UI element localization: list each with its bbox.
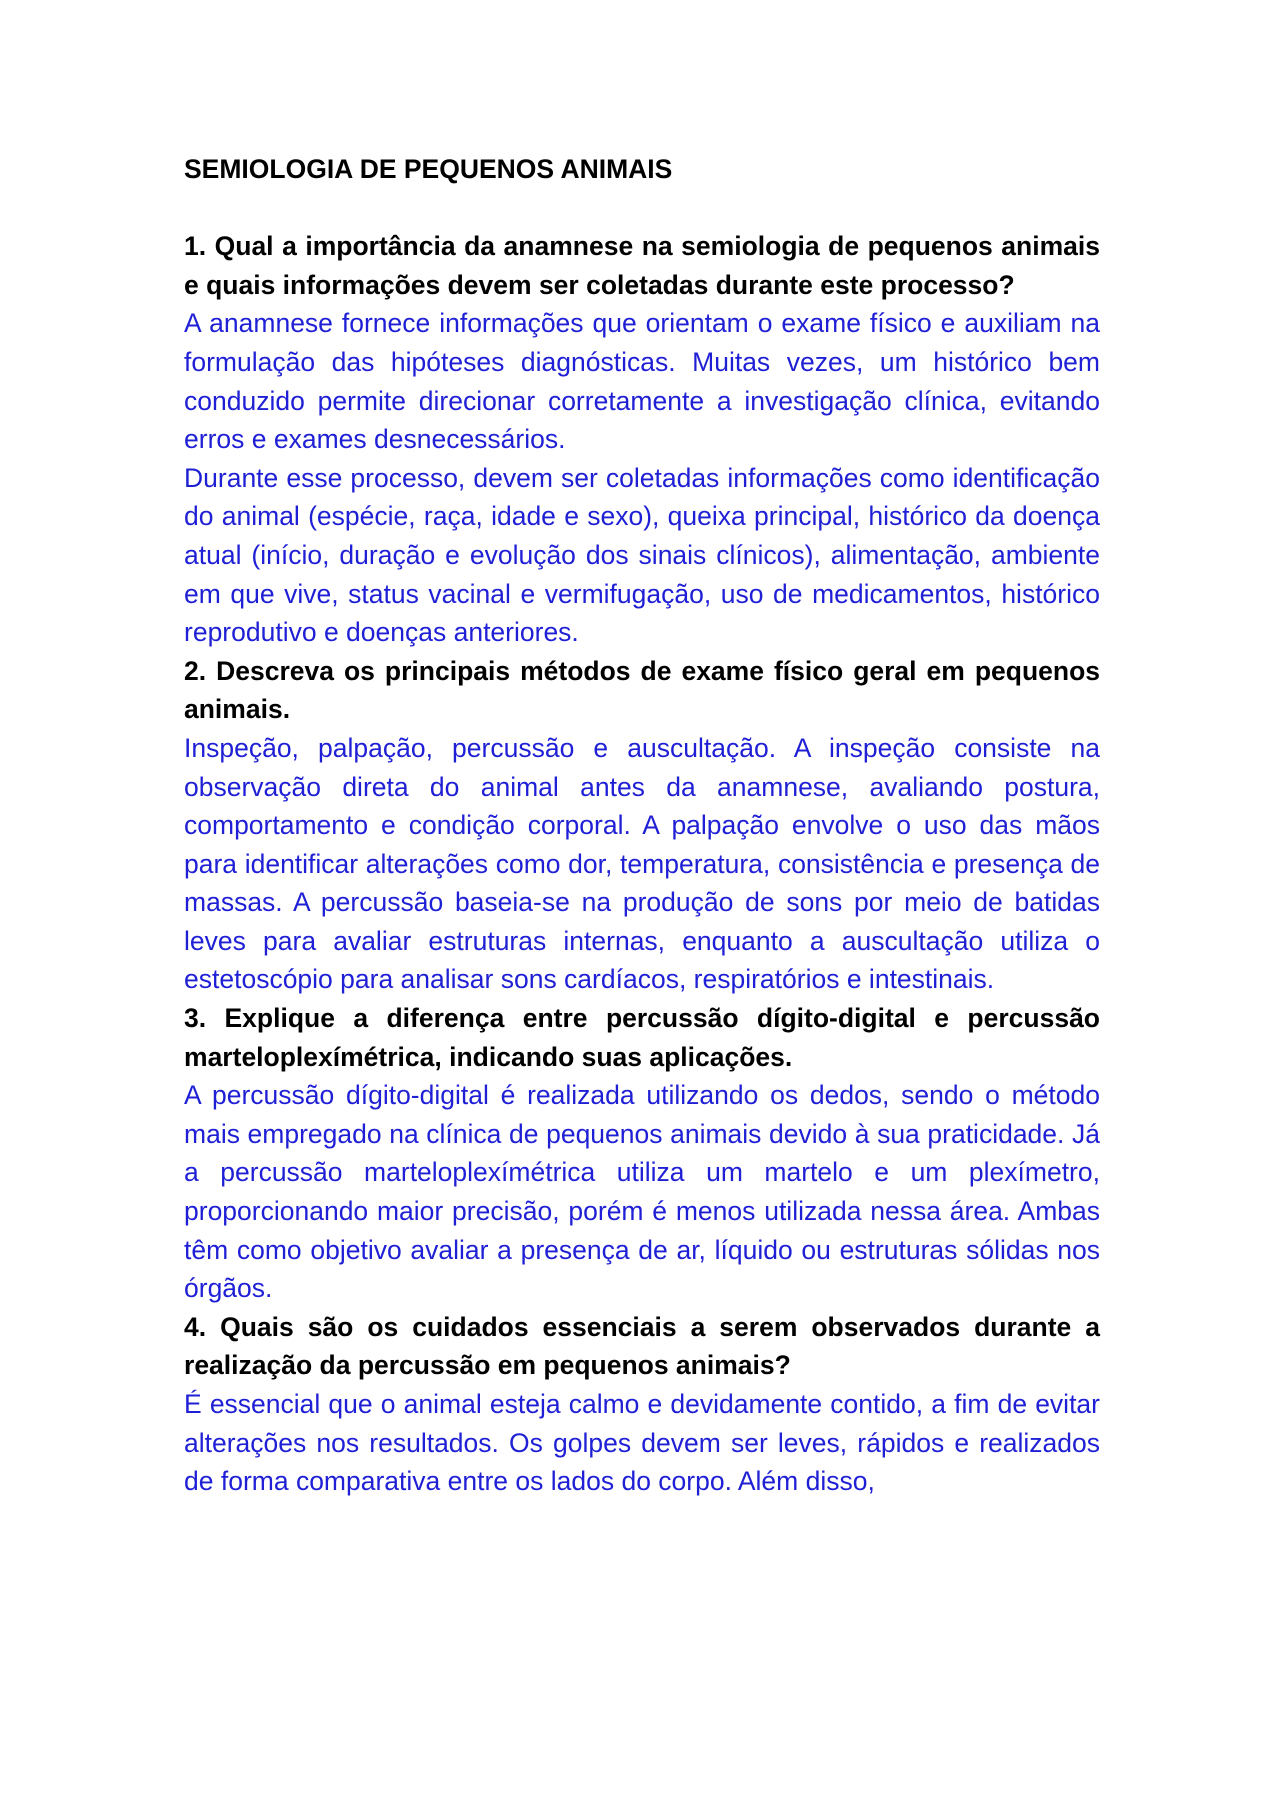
document-title: SEMIOLOGIA DE PEQUENOS ANIMAIS [184, 154, 673, 184]
answer-3-paragraph-1: A percussão dígito-digital é realizada utilizando os dedos, sendo o método mais empregado na clínica de pequenos animais devido à sua praticidade. Já a percussão marteloplexímétrica utiliza um martelo e um plexímetro, proporcionando maior precisão, porém é menos utilizada nessa área. Ambas têm como objetivo avaliar a presença de ar, líquido ou estruturas sólidas nos órgãos. [184, 1080, 1100, 1304]
document-body [184, 150, 1100, 1501]
question-3: 3. Explique a diferença entre percussão dígito-digital e percussão marteloplexímétrica, indicando suas aplicações. [184, 1003, 1100, 1072]
section-4 [184, 1308, 1100, 1501]
section-2 [184, 652, 1100, 999]
question-1: 1. Qual a importância da anamnese na semiologia de pequenos animais e quais informações devem ser coletadas durante este processo? [184, 231, 1100, 300]
question-2: 2. Descreva os principais métodos de exame físico geral em pequenos animais. [184, 655, 1100, 725]
answer-2-paragraph-1: Inspeção, palpação, percussão e auscultação. A inspeção consiste na observação direta do animal antes da anamnese, avaliando postura, comportamento e condição corporal. A palpação envolve o uso das mãos para identificar alterações como dor, temperatura, consistência e presença de massas. A percussão baseia-se na produção de sons por meio de batidas leves para avaliar estruturas internas, enquanto a auscultação utiliza o estetoscópio para analisar sons cardíacos, respiratórios e intestinais. [184, 732, 1100, 995]
answer-1-paragraph-1: A anamnese fornece informações que orientam o exame físico e auxiliam na formulação das hipóteses diagnósticas. Muitas vezes, um histórico bem conduzido permite direcionar corretamente a investigação clínica, evitando erros e exames desnecessários. [184, 308, 1100, 455]
answer-4-paragraph-1: É essencial que o animal esteja calmo e devidamente contido, a fim de evitar alterações nos resultados. Os golpes devem ser leves, rápidos e realizados de forma comparativa entre os lados do corpo. Além disso, [184, 1389, 1100, 1497]
question-4: 4. Quais são os cuidados essenciais a serem observados durante a realização da percussão em pequenos animais? [184, 1311, 1100, 1381]
section-3 [184, 999, 1100, 1308]
answer-1-paragraph-2: Durante esse processo, devem ser coletadas informações como identificação do animal (espécie, raça, idade e sexo), queixa principal, histórico da doença atual (início, duração e evolução dos sinais clínicos), alimentação, ambiente em que vive, status vacinal e vermifugação, uso de medicamentos, histórico reprodutivo e doenças anteriores. [184, 462, 1100, 648]
section-1 [184, 227, 1100, 652]
